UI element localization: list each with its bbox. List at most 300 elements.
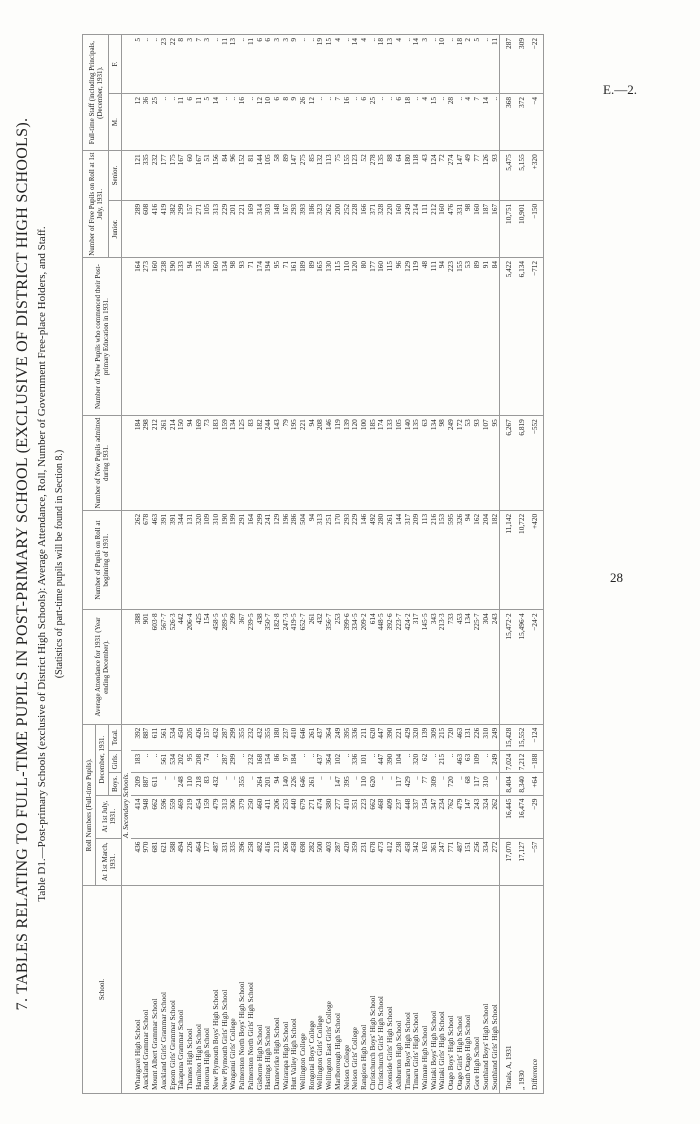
free-junior: 608 <box>142 200 151 257</box>
december-girls: 208 <box>195 750 204 772</box>
new-pupils: 261 <box>160 416 169 511</box>
roll-july: 468 <box>377 795 386 838</box>
table-row <box>421 35 430 1094</box>
roll-march: 473 <box>377 838 386 885</box>
staff-male: .. <box>412 93 421 150</box>
staff-male: 16 <box>343 93 352 150</box>
new-pupils: 174 <box>377 416 386 511</box>
staff-female: .. <box>343 35 352 94</box>
december-total: 720 <box>447 724 456 750</box>
table-row <box>299 35 308 1094</box>
roll-july: 411 <box>264 795 273 838</box>
average-attendance: 425 <box>195 610 204 724</box>
staff-male: 16 <box>238 93 247 150</box>
roll-july: 237 <box>395 795 404 838</box>
staff-male: .. <box>247 93 256 150</box>
free-junior: 186 <box>308 200 317 257</box>
new-pupils: 208 <box>316 416 325 511</box>
header-junior: Junior. <box>109 200 122 257</box>
school-name: Wellington College <box>299 886 308 1094</box>
table-row <box>195 35 204 1094</box>
staff-male: 14 <box>212 93 221 150</box>
december-boys: 8,340 <box>514 773 527 795</box>
free-senior: 89 <box>282 151 291 201</box>
average-attendance: 424·2 <box>404 610 413 724</box>
school-name: Dannevirke High School <box>273 886 282 1094</box>
roll-beginning: 391 <box>169 510 178 609</box>
roll-beginning: 182 <box>491 510 500 609</box>
header-new-pupils-admitted: Number of New Pupils admitted during 1931. <box>83 416 122 511</box>
december-total: 139 <box>421 724 430 750</box>
school-name: Wairarapa High School <box>282 886 291 1094</box>
roll-july: 306 <box>229 795 238 838</box>
page-number: 28 <box>610 570 623 585</box>
header-roll-july: At 1st July, 1931. <box>96 795 122 838</box>
roll-beginning: 344 <box>177 510 186 609</box>
average-attendance: −24·2 <box>527 610 544 724</box>
new-pupils: 244 <box>264 416 273 511</box>
new-pupils: 133 <box>386 416 395 511</box>
staff-male: 28 <box>447 93 456 150</box>
december-boys: 720 <box>447 773 456 795</box>
header-december: December, 1931. <box>96 724 109 795</box>
header-school: School. <box>83 886 122 1094</box>
roll-march: 256 <box>473 838 482 885</box>
table-row <box>273 35 282 1094</box>
table-row <box>256 35 265 1094</box>
roll-july: 347 <box>430 795 439 838</box>
free-senior: 51 <box>203 151 212 201</box>
roll-march: 226 <box>186 838 195 885</box>
december-girls: 390 <box>386 750 395 772</box>
december-boys: +64 <box>527 773 544 795</box>
december-girls: 336 <box>351 750 360 772</box>
staff-female: 19 <box>316 35 325 94</box>
free-junior: 252 <box>343 200 352 257</box>
school-name: South Otago High School <box>464 886 473 1094</box>
december-total: 180 <box>273 724 282 750</box>
december-boys: 646 <box>299 773 308 795</box>
average-attendance: 225·7 <box>473 610 482 724</box>
new-post-primary: 96 <box>395 257 404 415</box>
school-name: Wellington Girls' College <box>316 886 325 1094</box>
staff-male: 368 <box>500 93 514 150</box>
roll-beginning: 131 <box>186 510 195 609</box>
school-name: Nelson Girls' College <box>351 886 360 1094</box>
december-boys: .. <box>169 773 178 795</box>
new-post-primary: 135 <box>195 257 204 415</box>
staff-female: .. <box>238 35 247 94</box>
roll-march: 238 <box>395 838 404 885</box>
new-pupils: 146 <box>325 416 334 511</box>
roll-beginning: 199 <box>229 510 238 609</box>
december-total: 15,428 <box>500 724 514 750</box>
roll-beginning: 144 <box>395 510 404 609</box>
school-name: Waimate High School <box>421 886 430 1094</box>
december-boys: 261 <box>308 773 317 795</box>
december-girls: 364 <box>325 750 334 772</box>
header-staff-male: M. <box>109 93 122 150</box>
school-name: Southland Girls' High School <box>491 886 500 1094</box>
roll-july: 380 <box>325 795 334 838</box>
average-attendance: 448·5 <box>377 610 386 724</box>
table-row <box>438 35 447 1094</box>
roll-july: 479 <box>456 795 465 838</box>
free-senior: 52 <box>360 151 369 201</box>
staff-female: 287 <box>500 35 514 94</box>
staff-male: 7 <box>334 93 343 150</box>
december-total: 131 <box>464 724 473 750</box>
roll-march: 412 <box>386 838 395 885</box>
roll-july: 154 <box>421 795 430 838</box>
header-girls: Girls. <box>109 750 122 772</box>
free-junior: 160 <box>438 200 447 257</box>
header-staff-female: F. <box>109 35 122 94</box>
average-attendance: 213·3 <box>438 610 447 724</box>
staff-female: .. <box>299 35 308 94</box>
free-junior: 293 <box>290 200 299 257</box>
free-senior: 88 <box>386 151 395 201</box>
december-boys: 68 <box>464 773 473 795</box>
school-name: Hutt Valley High School <box>290 886 299 1094</box>
school-name: Whangarei High School <box>131 886 143 1094</box>
average-attendance: 603·8 <box>151 610 160 724</box>
free-senior: 58 <box>273 151 282 201</box>
new-post-primary: 223 <box>447 257 456 415</box>
table-row <box>238 35 247 1094</box>
december-total: 410 <box>290 724 299 750</box>
average-attendance: 15,496·4 <box>514 610 527 724</box>
roll-march: 464 <box>195 838 204 885</box>
roll-beginning: 170 <box>334 510 343 609</box>
totals-row <box>527 35 544 1094</box>
roll-july: 16,445 <box>500 795 514 838</box>
staff-female: 18 <box>377 35 386 94</box>
roll-beginning: 293 <box>343 510 352 609</box>
december-boys: 8,404 <box>500 773 514 795</box>
school-name: Christchurch Girls' High School <box>377 886 386 1094</box>
average-attendance: 182·8 <box>273 610 282 724</box>
header-free-pupils: Number of Free Pupils on Roll at 1st July, 1931. <box>83 151 109 258</box>
roll-beginning: 162 <box>473 510 482 609</box>
roll-july: 243 <box>473 795 482 838</box>
december-boys: 887 <box>142 773 151 795</box>
roll-beginning: 94 <box>464 510 473 609</box>
free-senior: 232 <box>151 151 160 201</box>
free-senior: 275 <box>299 151 308 201</box>
new-pupils: 105 <box>395 416 404 511</box>
free-junior: 212 <box>430 200 439 257</box>
table-header <box>83 35 122 1094</box>
december-total: 249 <box>491 724 500 750</box>
december-girls: .. <box>212 750 221 772</box>
december-girls: 299 <box>229 750 238 772</box>
december-boys: 209 <box>131 773 143 795</box>
free-senior: 43 <box>421 151 430 201</box>
free-senior: 118 <box>412 151 421 201</box>
december-boys: 110 <box>360 773 369 795</box>
roll-beginning: 209 <box>412 510 421 609</box>
average-attendance: 901 <box>142 610 151 724</box>
free-senior: 126 <box>482 151 491 201</box>
staff-female: 11 <box>247 35 256 94</box>
staff-female: 13 <box>386 35 395 94</box>
december-boys: .. <box>325 773 334 795</box>
december-girls: 168 <box>256 750 265 772</box>
staff-male: .. <box>160 93 169 150</box>
roll-beginning: 678 <box>142 510 151 609</box>
roll-beginning: 463 <box>151 510 160 609</box>
free-junior: 10,751 <box>500 200 514 257</box>
new-post-primary: 177 <box>369 257 378 415</box>
december-boys: .. <box>221 773 230 795</box>
school-name: Christchurch Boys' High School <box>369 886 378 1094</box>
free-senior: 113 <box>325 151 334 201</box>
free-junior: 419 <box>160 200 169 257</box>
new-pupils: 83 <box>247 416 256 511</box>
new-post-primary: 95 <box>273 257 282 415</box>
roll-july: 351 <box>351 795 360 838</box>
school-name: Nelson College <box>343 886 352 1094</box>
new-post-primary: 189 <box>299 257 308 415</box>
average-attendance: 223·7 <box>395 610 404 724</box>
average-attendance: 299 <box>229 610 238 724</box>
staff-female: 6 <box>256 35 265 94</box>
roll-july: 454 <box>195 795 204 838</box>
december-girls: .. <box>369 750 378 772</box>
school-name: Wellington East Girls' College <box>325 886 334 1094</box>
free-senior: 5,155 <box>514 151 527 201</box>
page-title: 7. TABLES RELATING TO FULL-TIME PUPILS IN POST-PRIMARY SCHOOL (EXCLUSIVE OF DISTRICT HIGH SCHOOLS). <box>14 117 31 1011</box>
table-note: (Statistics of part-time pupils will be found in Section 8.) <box>54 449 65 679</box>
december-total: 561 <box>160 724 169 750</box>
new-post-primary: 190 <box>169 257 178 415</box>
staff-female: 23 <box>160 35 169 94</box>
average-attendance: 350·7 <box>264 610 273 724</box>
free-junior: 166 <box>360 200 369 257</box>
staff-male: 6 <box>360 93 369 150</box>
free-senior: 167 <box>195 151 204 201</box>
new-post-primary: 5,422 <box>500 257 514 415</box>
free-junior: 160 <box>473 200 482 257</box>
new-post-primary: 160 <box>212 257 221 415</box>
free-senior: 147 <box>456 151 465 201</box>
header-roll-march: At 1st March, 1931. <box>96 838 122 885</box>
roll-july: 948 <box>142 795 151 838</box>
average-attendance: 419·5 <box>290 610 299 724</box>
roll-march: 487 <box>212 838 221 885</box>
staff-female: 3 <box>186 35 195 94</box>
staff-male: .. <box>386 93 395 150</box>
roll-july: 324 <box>482 795 491 838</box>
staff-male: 11 <box>177 93 186 150</box>
new-pupils: 169 <box>195 416 204 511</box>
new-pupils: 135 <box>412 416 421 511</box>
new-post-primary: 89 <box>308 257 317 415</box>
new-pupils: 134 <box>229 416 238 511</box>
staff-male: 8 <box>282 93 291 150</box>
december-girls: 63 <box>464 750 473 772</box>
roll-beginning: 153 <box>438 510 447 609</box>
free-junior: 323 <box>316 200 325 257</box>
staff-male: 6 <box>186 93 195 150</box>
table-row <box>351 35 360 1094</box>
new-post-primary: 94 <box>438 257 447 415</box>
roll-march: 681 <box>151 838 160 885</box>
average-attendance: 253 <box>334 610 343 724</box>
december-girls: 62 <box>421 750 430 772</box>
average-attendance: 367 <box>238 610 247 724</box>
roll-july: 469 <box>177 795 186 838</box>
roll-beginning: 109 <box>203 510 212 609</box>
new-pupils: 134 <box>430 416 439 511</box>
december-total: 205 <box>186 724 195 750</box>
staff-female: .. <box>447 35 456 94</box>
table-row <box>142 35 151 1094</box>
roll-march: 771 <box>447 838 456 885</box>
new-post-primary: 194 <box>264 257 273 415</box>
roll-beginning: 190 <box>221 510 230 609</box>
staff-female: .. <box>212 35 221 94</box>
school-name: Gore High School <box>473 886 482 1094</box>
roll-march: 331 <box>221 838 230 885</box>
new-post-primary: −712 <box>527 257 544 415</box>
roll-july: 662 <box>369 795 378 838</box>
table-row <box>334 35 343 1094</box>
new-pupils: 119 <box>334 416 343 511</box>
roll-beginning: 94 <box>308 510 317 609</box>
december-total: 232 <box>247 724 256 750</box>
school-name: Thames High School <box>186 886 195 1094</box>
staff-male: .. <box>221 93 230 150</box>
staff-female: 4 <box>395 35 404 94</box>
december-total: 249 <box>334 724 343 750</box>
free-junior: 220 <box>386 200 395 257</box>
average-attendance: 392·6 <box>386 610 395 724</box>
december-girls: 7,024 <box>500 750 514 772</box>
december-girls: 86 <box>273 750 282 772</box>
table-row <box>482 35 491 1094</box>
new-pupils: 298 <box>142 416 151 511</box>
school-name: New Plymouth Girls' High School <box>221 886 230 1094</box>
roll-march: −57 <box>527 838 544 885</box>
free-senior: 93 <box>491 151 500 201</box>
school-name: Epsom Girls' Grammar School <box>169 886 178 1094</box>
average-attendance: 289·5 <box>221 610 230 724</box>
page-label: E.—2. <box>603 82 637 97</box>
december-boys: 77 <box>421 773 430 795</box>
table-row <box>282 35 291 1094</box>
school-name: Rongotai Boys' College <box>308 886 317 1094</box>
december-boys: 429 <box>404 773 413 795</box>
new-post-primary: 71 <box>282 257 291 415</box>
new-post-primary: 160 <box>377 257 386 415</box>
free-junior: 229 <box>221 200 230 257</box>
roll-july: 262 <box>491 795 500 838</box>
table-row <box>160 35 169 1094</box>
december-total: −124 <box>527 724 544 750</box>
new-pupils: 63 <box>421 416 430 511</box>
staff-female: 14 <box>412 35 421 94</box>
staff-male: .. <box>456 93 465 150</box>
staff-male: 36 <box>142 93 151 150</box>
staff-male: .. <box>351 93 360 150</box>
december-total: 450 <box>177 724 186 750</box>
free-junior: 105 <box>203 200 212 257</box>
december-girls: 561 <box>160 750 169 772</box>
school-name: Auckland Grammar School <box>142 886 151 1094</box>
free-junior: 148 <box>273 200 282 257</box>
new-pupils: 159 <box>221 416 230 511</box>
school-name: Mount Albert Grammar School <box>151 886 160 1094</box>
staff-female: 4 <box>334 35 343 94</box>
staff-male: .. <box>438 93 447 150</box>
table-row <box>290 35 299 1094</box>
average-attendance: 154 <box>203 610 212 724</box>
staff-male: .. <box>325 93 334 150</box>
roll-beginning: 326 <box>456 510 465 609</box>
december-total: 261 <box>308 724 317 750</box>
header-pupils-at-beginning: Number of Pupils on Roll at beginning of 1931. <box>83 510 122 609</box>
december-boys: 309 <box>430 773 439 795</box>
staff-male: 12 <box>308 93 317 150</box>
new-pupils: 100 <box>360 416 369 511</box>
staff-female: 18 <box>456 35 465 94</box>
new-post-primary: 71 <box>247 257 256 415</box>
december-girls: 97 <box>282 750 291 772</box>
new-pupils: 185 <box>369 416 378 511</box>
table-row <box>212 35 221 1094</box>
roll-july: 271 <box>308 795 317 838</box>
staff-female: 11 <box>221 35 230 94</box>
staff-female: 5 <box>131 35 143 94</box>
december-girls: 320 <box>412 750 421 772</box>
december-girls: .. <box>238 750 247 772</box>
school-name: Hamilton High School <box>195 886 204 1094</box>
average-attendance: 733 <box>447 610 456 724</box>
staff-female: 3 <box>203 35 212 94</box>
roll-beginning: 320 <box>195 510 204 609</box>
school-name: Palmerston North Girls' High School <box>247 886 256 1094</box>
roll-july: 219 <box>186 795 195 838</box>
roll-march: 247 <box>438 838 447 885</box>
december-boys: .. <box>456 773 465 795</box>
staff-female: 8 <box>177 35 186 94</box>
roll-beginning: 251 <box>325 510 334 609</box>
staff-male: 6 <box>395 93 404 150</box>
school-name: Otago Girls' High School <box>456 886 465 1094</box>
free-junior: 221 <box>238 200 247 257</box>
new-post-primary: 115 <box>334 257 343 415</box>
december-boys: .. <box>160 773 169 795</box>
staff-female: .. <box>369 35 378 94</box>
free-junior: 201 <box>229 200 238 257</box>
roll-july: 679 <box>299 795 308 838</box>
roll-beginning: 241 <box>264 510 273 609</box>
average-attendance: 145·5 <box>421 610 430 724</box>
totals-row <box>500 35 514 1094</box>
average-attendance: 334·5 <box>351 610 360 724</box>
december-boys: 395 <box>343 773 352 795</box>
december-boys: 226 <box>290 773 299 795</box>
free-senior: 167 <box>177 151 186 201</box>
december-girls: 202 <box>177 750 186 772</box>
header-average-attendance: Average Attendance for 1931 (Year ending December). <box>83 610 122 724</box>
roll-march: 494 <box>177 838 186 885</box>
december-total: 355 <box>264 724 273 750</box>
roll-beginning: 280 <box>377 510 386 609</box>
table-row <box>186 35 195 1094</box>
